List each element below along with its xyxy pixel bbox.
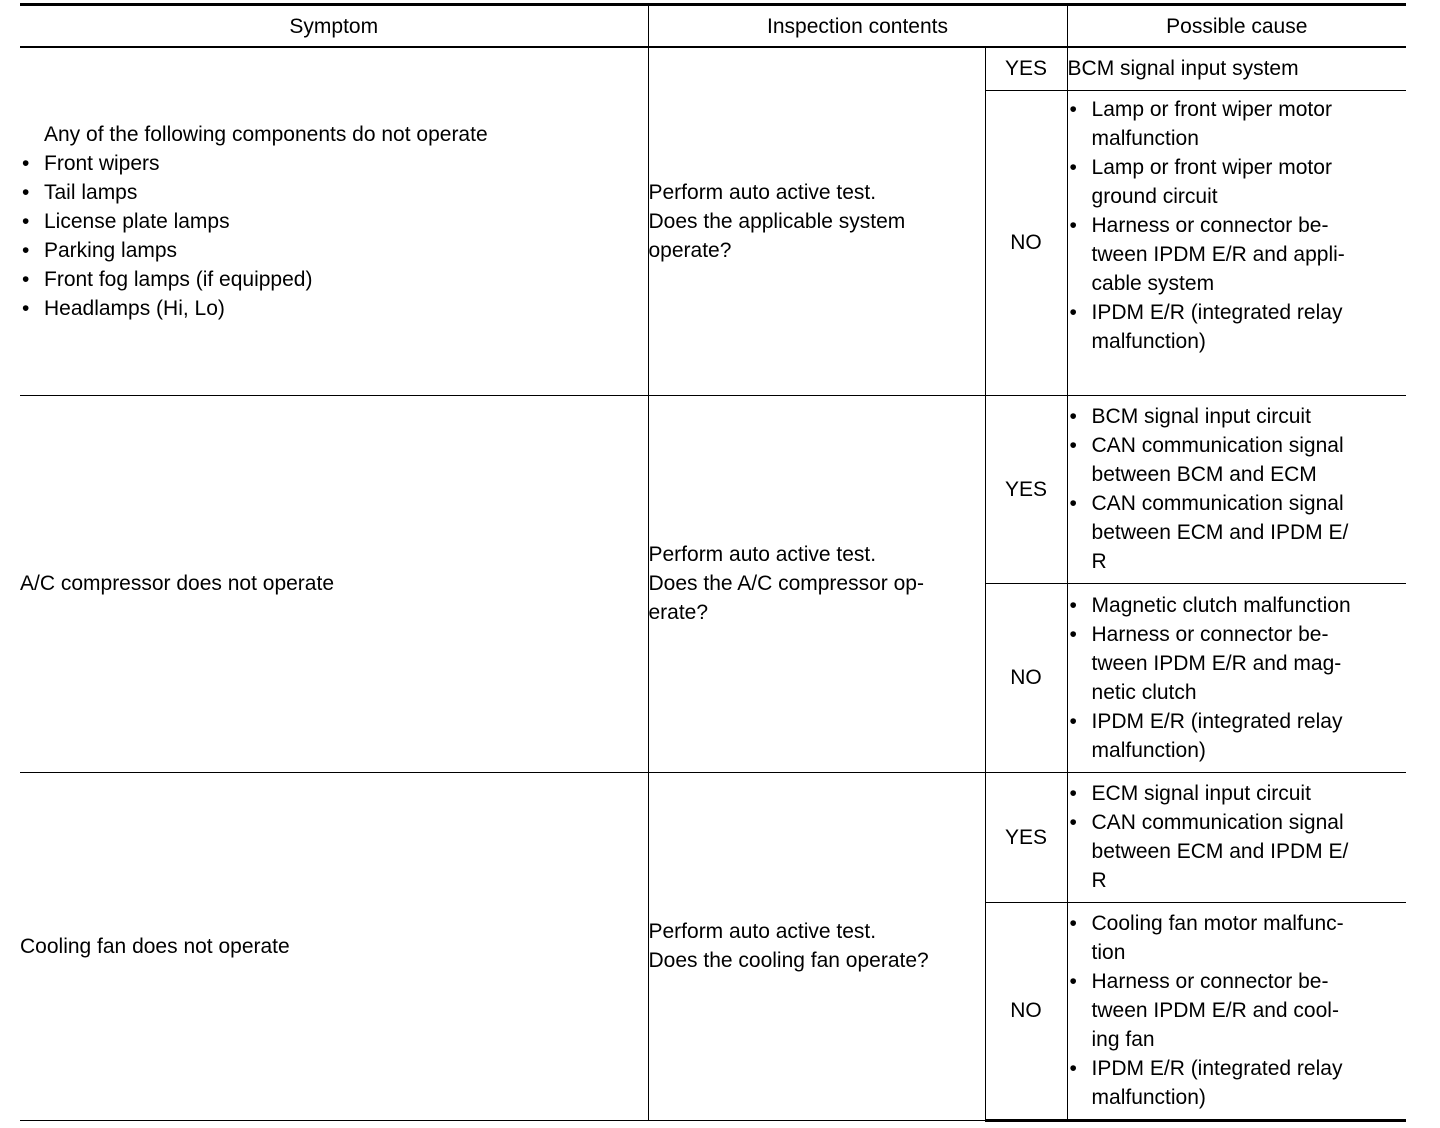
inspection-cell [648, 47, 985, 395]
inspection-line: Perform auto active test. [648, 543, 877, 566]
yes-label: YES [985, 772, 1067, 902]
cause-cell [1067, 772, 1406, 902]
list-item: • Front fog lamps (if equipped) [20, 265, 648, 294]
list-item: • CAN communication signal between ECM and IPDM E/ R [1068, 808, 1407, 895]
inspection-line: Perform auto active test. [648, 920, 877, 943]
inspection-line: operate? [648, 238, 732, 262]
cause-list [1068, 402, 1407, 576]
list-item: • IPDM E/R (integrated relay malfunction) [1068, 298, 1407, 356]
header-inspection: Inspection contents [648, 5, 1067, 48]
list-item: • Harness or connector be- tween IPDM E/R and appli- cable system [1068, 211, 1407, 298]
cause-cell [1067, 902, 1406, 1120]
symptom-cell: A/C compressor does not operate [20, 395, 648, 772]
symptom-cell [20, 47, 648, 395]
symptom-list [20, 149, 648, 323]
inspection-line: Does the cooling fan operate? [648, 949, 929, 972]
cause-list [1068, 779, 1407, 895]
symptom-cell: Cooling fan does not operate [20, 772, 648, 1120]
list-item: • IPDM E/R (integrated relay malfunction) [1068, 707, 1407, 765]
cause-cell [1067, 47, 1406, 90]
list-item: • Headlamps (Hi, Lo) [20, 294, 648, 323]
cause-list [1068, 95, 1407, 356]
list-item: • Lamp or front wiper motor ground circuit [1068, 153, 1407, 211]
list-item: • Cooling fan motor malfunc- tion [1068, 909, 1407, 967]
list-item: • Magnetic clutch malfunction [1068, 591, 1407, 620]
no-label: NO [985, 902, 1067, 1120]
list-item: • Tail lamps [20, 178, 648, 207]
list-item: • Parking lamps [20, 236, 648, 265]
yes-label: YES [985, 47, 1067, 90]
list-item: • CAN communication signal between ECM and IPDM E/ R [1068, 489, 1407, 576]
table-row [20, 47, 1406, 90]
yes-label: YES [985, 395, 1067, 583]
diagnosis-table [20, 3, 1406, 1122]
cause-list [1068, 591, 1407, 765]
cause-cell [1067, 90, 1406, 395]
header-cause: Possible cause [1067, 5, 1406, 48]
no-label: NO [985, 583, 1067, 772]
list-item: • Harness or connector be- tween IPDM E/R and mag- netic clutch [1068, 620, 1407, 707]
list-item: • Lamp or front wiper motor malfunction [1068, 95, 1407, 153]
list-item: • BCM signal input circuit [1068, 402, 1407, 431]
inspection-line: Does the applicable system [648, 209, 906, 233]
header-row [20, 5, 1406, 48]
cause-text: BCM signal input system [1067, 57, 1299, 81]
list-item: • Front wipers [20, 149, 648, 178]
list-item: • License plate lamps [20, 207, 648, 236]
inspection-cell [648, 395, 985, 772]
cause-list [1068, 909, 1407, 1112]
cause-cell [1067, 395, 1406, 583]
list-item: • ECM signal input circuit [1068, 779, 1407, 808]
list-item: • Harness or connector be- tween IPDM E/R and cool- ing fan [1068, 967, 1407, 1054]
inspection-line: Perform auto active test. [648, 180, 877, 204]
list-item: • CAN communication signal between BCM and ECM [1068, 431, 1407, 489]
inspection-cell [648, 772, 985, 1120]
cause-cell [1067, 583, 1406, 772]
list-item: • IPDM E/R (integrated relay malfunction) [1068, 1054, 1407, 1112]
header-symptom: Symptom [20, 5, 648, 48]
no-label: NO [985, 90, 1067, 395]
table-row [20, 772, 1406, 902]
symptom-intro: Any of the following components do not operate [44, 122, 488, 146]
inspection-line: erate? [648, 601, 709, 624]
inspection-line: Does the A/C compressor op- [648, 572, 924, 595]
table-row [20, 395, 1406, 583]
